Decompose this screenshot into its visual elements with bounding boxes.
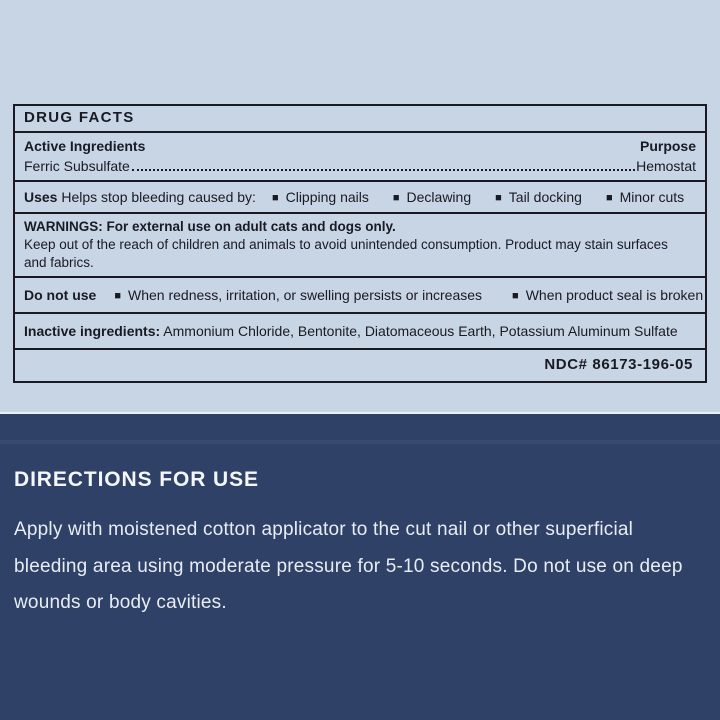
square-bullet-icon: ■ [271,191,279,204]
active-ingredients-header [24,137,696,156]
active-ingredients-row [15,131,705,180]
warnings-body-line-2: and fabrics. [24,255,94,270]
directions-section [0,414,720,720]
square-bullet-icon: ■ [512,289,519,302]
print-band-artifact [0,440,720,444]
purpose-value: Hemostat [636,158,696,174]
do-not-use-item-label: When product seal is broken [525,287,704,303]
uses-item-label: Declawing [406,189,472,205]
square-bullet-icon: ■ [495,191,502,204]
warnings-body-line-1: Keep out of the reach of children and animals to avoid unintended consumption. Product may stain surfaces [24,237,668,252]
uses-bullet-item [495,188,582,206]
drug-facts-panel [13,104,707,383]
do-not-use-label: Do not use [24,287,97,303]
do-not-use-bullet-item [512,286,703,304]
do-not-use-bullet-list [114,286,720,304]
directions-body [14,512,706,622]
do-not-use-row [15,276,705,312]
drug-facts-title: DRUG FACTS [24,109,135,126]
warnings-row [15,212,705,276]
leader-dots [132,169,635,171]
uses-intro [24,188,256,206]
square-bullet-icon: ■ [392,191,400,204]
square-bullet-icon: ■ [114,289,121,302]
purpose-label: Purpose [639,138,696,154]
uses-bullet-item [393,188,471,206]
uses-bullet-item [606,188,684,206]
uses-row [15,180,705,212]
inactive-ingredients-label: Inactive ingredients: [24,323,161,339]
square-bullet-icon: ■ [605,191,613,204]
directions-body-line-3: wounds or body cavities. [14,592,227,613]
directions-body-line-2: bleeding area using moderate pressure for 5-10 seconds. Do not use on deep [14,555,683,577]
warnings-headline: WARNINGS: For external use on adult cats and dogs only. [24,219,396,234]
inactive-ingredients-value: Ammonium Chloride, Bentonite, Diatomaceous Earth, Potassium Aluminum Sulfate [163,323,678,339]
uses-item-label: Minor cuts [619,189,685,205]
uses-item-label: Clipping nails [285,189,369,205]
do-not-use-bullet-item [114,286,482,304]
ingredient-name: Ferric Subsulfate [24,158,130,174]
inactive-ingredients-row [15,312,705,348]
directions-title: DIRECTIONS FOR USE [14,468,259,491]
uses-bullet-list [272,188,684,206]
uses-intro-text: Helps stop bleeding caused by: [61,189,256,205]
active-ingredients-label: Active Ingredients [24,138,146,154]
do-not-use-item-label: When redness, irritation, or swelling persists or increases [128,287,483,303]
uses-label: Uses [24,189,58,205]
ndc-number: NDC# 86173-196-05 [15,348,705,381]
uses-item-label: Tail docking [508,189,582,205]
active-ingredient-entry [24,156,696,176]
uses-bullet-item [272,188,369,206]
directions-body-line-1: Apply with moistened cotton applicator to the cut nail or other superficial [14,519,634,540]
